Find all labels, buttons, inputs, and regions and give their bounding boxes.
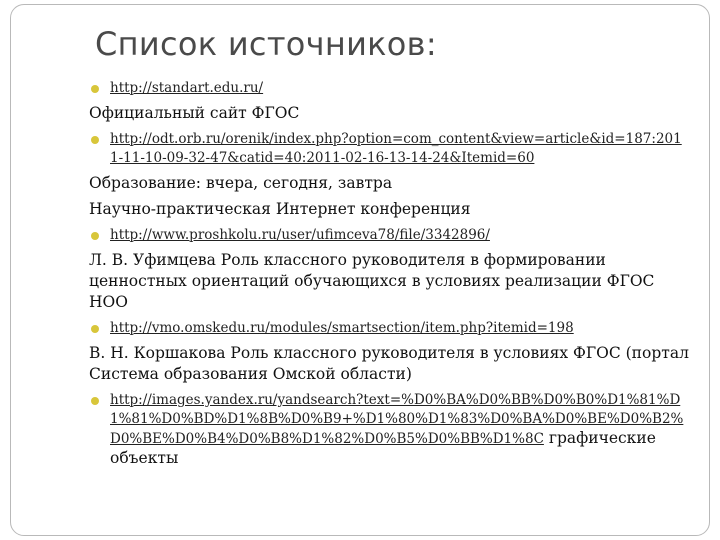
source-link[interactable]: http://www.proshkolu.ru/user/ufimceva78/file/3342896/ <box>110 227 490 243</box>
link-caption: графические объекты <box>110 429 656 467</box>
list-item <box>89 130 689 168</box>
source-link[interactable]: http://images.yandex.ru/yandsearch?text=%D0%BA%D0%BB%D0%B0%D1%81%D1%81%D0%BD%D1%8B%D0%B9+%D1%80%D1%83%D0%BA%D0%BE%D0%B2%D0%BE%D0%B4%D0%B8%D1%82%D0%B5%D0%BB%D1%8C <box>110 392 684 447</box>
source-description: Официальный сайт ФГОС <box>89 104 300 122</box>
list-item <box>89 79 689 98</box>
source-description: Л. В. Уфимцева Роль классного руководителя в формировании ценностных ориентаций обучающихся в условиях реализации ФГОС НОО <box>89 251 655 311</box>
source-link[interactable]: http://odt.orb.ru/orenik/index.php?option=com_content&view=article&id=187:2011-11-10-09-32-47&catid=40:2011-02-16-13-14-24&Itemid=60 <box>110 131 682 166</box>
sources-list <box>89 73 689 474</box>
list-item <box>89 319 689 338</box>
source-description: В. Н. Коршакова Роль классного руководителя в условиях ФГОС (портал Система образования Омской области) <box>89 344 689 383</box>
list-item <box>89 226 689 245</box>
bullet-icon <box>91 232 99 240</box>
page-title: Список источников: <box>95 25 437 63</box>
source-link[interactable]: http://standart.edu.ru/ <box>110 80 264 96</box>
list-item <box>89 391 689 469</box>
source-link[interactable]: http://vmo.omskedu.ru/modules/smartsection/item.php?itemid=198 <box>110 320 574 336</box>
bullet-icon <box>91 136 99 144</box>
bullet-icon <box>91 85 99 93</box>
bullet-icon <box>91 397 99 405</box>
slide-frame <box>10 4 710 536</box>
source-description: Образование: вчера, сегодня, завтра <box>89 174 393 192</box>
source-description: Научно-практическая Интернет конференция <box>89 200 471 218</box>
bullet-icon <box>91 325 99 333</box>
